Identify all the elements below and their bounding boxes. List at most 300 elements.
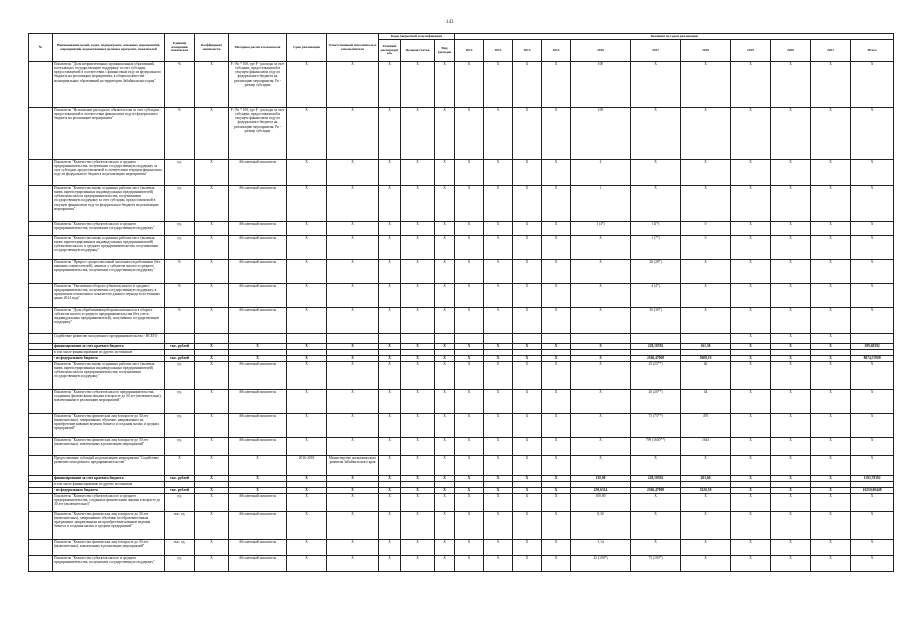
- cell-year-value: Х: [771, 108, 811, 160]
- cell-year-value: Х: [513, 308, 542, 334]
- cell-year-value: 161,50: [681, 344, 731, 350]
- cell-total: Х: [851, 260, 894, 284]
- cell-year-value: Х: [484, 62, 513, 108]
- cell-year-value: Х: [811, 308, 851, 334]
- cell-year-value: Х: [542, 284, 571, 308]
- cell-year-value: Х: [455, 456, 484, 476]
- cell-term: Х: [287, 62, 327, 108]
- cell-year-value: Х: [484, 236, 513, 260]
- cell-year-value: Х: [484, 362, 513, 390]
- cell-kbk-type: Х: [435, 556, 455, 572]
- cell-year-value: Х: [681, 108, 731, 160]
- cell-unit: [165, 334, 195, 344]
- cell-year-value: Х: [513, 512, 542, 540]
- cell-term: Х: [287, 390, 327, 414]
- cell-year-value: Х: [571, 362, 631, 390]
- cell-executor: Х: [327, 494, 379, 512]
- cell-coef: Х: [195, 456, 229, 476]
- cell-year-value: Х: [771, 308, 811, 334]
- cell-year-value: Х: [542, 186, 571, 222]
- cell-method: Абсолютный показатель: [229, 556, 287, 572]
- cell-kbk-type: Х: [435, 308, 455, 334]
- cell-year-value: Х: [513, 540, 542, 556]
- cell-year-value: Х: [513, 476, 542, 482]
- cell-method: F / Fn * 100, где F - расходы за счет субсидии, предоставляемой в текущем финансовом году из федерального бюджета на реализацию мероприятия; Fn - размер субсидии: [229, 62, 287, 108]
- cell-year-value: Х: [455, 160, 484, 186]
- cell-unit: тыс. рублей: [165, 356, 195, 362]
- cell-year-value: Х: [513, 62, 542, 108]
- table-row: [29, 494, 894, 512]
- cell-method: Абсолютный показатель: [229, 186, 287, 222]
- cell-method: [229, 334, 287, 344]
- cell-year-value: Х: [771, 512, 811, 540]
- cell-year-value: Х: [731, 438, 771, 456]
- cell-year-value: Х: [484, 414, 513, 438]
- cell-year-value: Х: [771, 488, 811, 494]
- cell-year-value: Х: [771, 556, 811, 572]
- table-row: [29, 62, 894, 108]
- cell-year-value: Х: [771, 236, 811, 260]
- cell-year-value: Х: [542, 308, 571, 334]
- cell-executor: Х: [327, 344, 379, 350]
- cell-unit: ед.: [165, 556, 195, 572]
- cell-kbk-section: Х: [401, 62, 435, 108]
- cell-no: [29, 160, 53, 186]
- cell-kbk-type: Х: [435, 476, 455, 482]
- cell-year-value: [484, 334, 513, 344]
- cell-name: - из федерального бюджета: [53, 488, 165, 494]
- cell-kbk-admin: Х: [379, 456, 401, 476]
- cell-year-value: Х: [484, 344, 513, 350]
- cell-year-value: Х: [571, 344, 631, 350]
- cell-year-value: Х: [571, 356, 631, 362]
- cell-year-value: Х: [771, 260, 811, 284]
- cell-year-value: Х: [811, 540, 851, 556]
- cell-total: Х: [851, 308, 894, 334]
- cell-name: Показатель "Количество субъектов малого и среднего предпринимательства, получивших государственную поддержку": [53, 222, 165, 236]
- cell-term: Х: [287, 494, 327, 512]
- cell-name: Показатель "Прирост среднесписочной численности работников (без внешних совместителей), занятых у субъектов малого и среднего предпринимательства, получивших государственную поддержку": [53, 260, 165, 284]
- cell-total: Х: [851, 540, 894, 556]
- cell-no: [29, 334, 53, 344]
- table-row: [29, 456, 894, 476]
- cell-year-value: Х: [455, 438, 484, 456]
- cell-year-value: Х: [542, 556, 571, 572]
- cell-year-value: Х: [631, 512, 681, 540]
- header-method: Методика расчета показателя: [229, 34, 287, 62]
- cell-year-value: Х: [811, 356, 851, 362]
- cell-year-value: Х: [631, 494, 681, 512]
- cell-year-value: Х: [811, 108, 851, 160]
- cell-year-value: Х: [731, 260, 771, 284]
- cell-coef: Х: [195, 438, 229, 456]
- cell-year-value: Х: [731, 414, 771, 438]
- cell-year-value: 11(*): [631, 222, 681, 236]
- cell-year-value: 30 (30*): [631, 308, 681, 334]
- cell-year-value: Х: [455, 284, 484, 308]
- cell-coef: Х: [195, 540, 229, 556]
- cell-year-value: Х: [455, 356, 484, 362]
- cell-term: Х: [287, 362, 327, 390]
- cell-year-value: Х: [731, 160, 771, 186]
- cell-year-value: Х: [681, 308, 731, 334]
- cell-coef: Х: [195, 222, 229, 236]
- cell-total: Х: [851, 494, 894, 512]
- cell-year-value: Х: [484, 308, 513, 334]
- cell-unit: %: [165, 108, 195, 160]
- cell-kbk-type: Х: [435, 362, 455, 390]
- cell-name: Показатель "Количество субъектов малого и среднего предпринимательства, получивших государственную поддержку": [53, 556, 165, 572]
- cell-unit: ед.: [165, 414, 195, 438]
- header-term: Срок реализации: [287, 34, 327, 62]
- header-values-group: Значения по годам реализации: [455, 34, 894, 40]
- cell-year-value: Х: [811, 334, 851, 344]
- cell-year-value: Х: [455, 308, 484, 334]
- table-row: [29, 186, 894, 222]
- cell-executor: Х: [327, 556, 379, 572]
- cell-year-value: Х: [455, 362, 484, 390]
- cell-name: Показатель "Количество физических лиц в возрасте до 30 лет (включительно), вовлеченных в реализацию мероприятий": [53, 438, 165, 456]
- cell-year-value: Х: [571, 390, 631, 414]
- cell-coef: Х: [195, 284, 229, 308]
- cell-total: Х: [851, 390, 894, 414]
- cell-year-value: Х: [771, 356, 811, 362]
- table-row: [29, 512, 894, 540]
- cell-unit: тыс. рублей: [165, 344, 195, 350]
- cell-executor: Х: [327, 260, 379, 284]
- cell-year-value: 100,00: [571, 494, 631, 512]
- table-row: [29, 414, 894, 438]
- cell-name: Показатель "Количество субъектов малого и среднего предпринимательства, получивших государственную поддержку за счет субсидии, предоставляемой в соответствии текущем финансовом году из федерального бюджета на реализацию мероприятия": [53, 160, 165, 186]
- cell-year-value: Х: [542, 260, 571, 284]
- cell-year-value: Х: [484, 512, 513, 540]
- cell-year-value: Х: [513, 488, 542, 494]
- cell-year-value: [681, 334, 731, 344]
- cell-no: [29, 222, 53, 236]
- header-name: Наименование целей, задач, подпрограмм, основных мероприятий, мероприятий, ведомственных целевых программ, показателей: [53, 34, 165, 62]
- cell-year-value: Х: [681, 556, 731, 572]
- cell-method: F / Fn * 100, где F - расходы за счет субсидии, предоставляемой в текущем финансовом году из федерального бюджета на реализацию мероприятия; Fn - размер субсидии: [229, 108, 287, 160]
- cell-kbk-section: Х: [401, 556, 435, 572]
- cell-total: Х: [851, 222, 894, 236]
- cell-term: Х: [287, 108, 327, 160]
- cell-year-value: 0: [681, 222, 731, 236]
- cell-total: Х: [851, 512, 894, 540]
- table-row: [29, 334, 894, 344]
- cell-year-value: Х: [571, 414, 631, 438]
- cell-kbk-section: Х: [401, 476, 435, 482]
- cell-kbk-section: Х: [401, 108, 435, 160]
- cell-name: Показатель "Количество физических лиц в возрасте до 30 лет (включительно), завершивших обучение, направленное на приобретение навыков ведения бизнеса и создания малых и средних предприятий": [53, 414, 165, 438]
- cell-term: Х: [287, 186, 327, 222]
- cell-term: Х: [287, 222, 327, 236]
- cell-method: Х: [229, 344, 287, 350]
- cell-year-value: Х: [542, 488, 571, 494]
- cell-name: Показатель "Количество физических лиц в возрасте до 30 лет (включительно), вовлеченных в реализацию мероприятий": [53, 540, 165, 556]
- cell-year-value: Х: [455, 344, 484, 350]
- cell-kbk-admin: Х: [379, 540, 401, 556]
- cell-year-value: Х: [455, 414, 484, 438]
- cell-kbk-type: Х: [435, 108, 455, 160]
- cell-year-value: Х: [681, 494, 731, 512]
- header-no: №: [29, 34, 53, 62]
- cell-no: [29, 512, 53, 540]
- cell-year-value: Х: [513, 390, 542, 414]
- cell-kbk-section: Х: [401, 414, 435, 438]
- cell-kbk-section: Х: [401, 186, 435, 222]
- cell-coef: Х: [195, 236, 229, 260]
- cell-kbk-section: Х: [401, 308, 435, 334]
- cell-unit: ед.: [165, 438, 195, 456]
- cell-year-value: Х: [484, 222, 513, 236]
- cell-kbk-admin: Х: [379, 512, 401, 540]
- cell-year-value: Х: [631, 540, 681, 556]
- cell-year-value: Х: [771, 456, 811, 476]
- cell-no: [29, 540, 53, 556]
- table-row: [29, 260, 894, 284]
- cell-coef: Х: [195, 308, 229, 334]
- cell-executor: [327, 334, 379, 344]
- cell-method: Абсолютный показатель: [229, 284, 287, 308]
- cell-year-value: Х: [542, 512, 571, 540]
- cell-year-value: Х: [731, 334, 771, 344]
- cell-kbk-type: Х: [435, 236, 455, 260]
- cell-year-value: Х: [484, 260, 513, 284]
- cell-year-value: 470: [681, 414, 731, 438]
- cell-executor: Х: [327, 540, 379, 556]
- cell-year-value: Х: [681, 160, 731, 186]
- cell-coef: Х: [195, 488, 229, 494]
- cell-total: Х: [851, 186, 894, 222]
- cell-year-value: Х: [731, 494, 771, 512]
- cell-year-value: Х: [513, 108, 542, 160]
- cell-unit: %: [165, 260, 195, 284]
- cell-year-value: Х: [811, 488, 851, 494]
- cell-kbk-section: Х: [401, 356, 435, 362]
- cell-no: [29, 390, 53, 414]
- cell-name: Показатель "Количество субъектов малого и среднего предпринимательства, созданных физическими лицами в возрасте до 30 лет (включительно)": [53, 494, 165, 512]
- cell-year-value: Х: [571, 308, 631, 334]
- cell-year-value: Х: [731, 222, 771, 236]
- cell-kbk-type: Х: [435, 390, 455, 414]
- cell-year-value: Х: [455, 260, 484, 284]
- cell-coef: [195, 334, 229, 344]
- cell-total: Х: [851, 236, 894, 260]
- cell-year-value: Х: [731, 284, 771, 308]
- cell-executor: Х: [327, 476, 379, 482]
- cell-total: [851, 334, 894, 344]
- cell-coef: Х: [195, 186, 229, 222]
- cell-year-value: Х: [811, 236, 851, 260]
- cell-total: 1193,78392: [851, 476, 894, 482]
- cell-year-value: Х: [681, 512, 731, 540]
- cell-year-value: 228,18392: [631, 344, 681, 350]
- cell-year-value: Х: [681, 62, 731, 108]
- cell-no: [29, 456, 53, 476]
- cell-year-value: Х: [542, 414, 571, 438]
- cell-kbk-type: Х: [435, 344, 455, 350]
- cell-year-value: Х: [484, 494, 513, 512]
- cell-year-value: Х: [484, 284, 513, 308]
- cell-kbk-type: Х: [435, 260, 455, 284]
- table-row: [29, 438, 894, 456]
- cell-year-value: Х: [811, 160, 851, 186]
- cell-unit: тыс. ед.: [165, 512, 195, 540]
- cell-method: Абсолютный показатель: [229, 438, 287, 456]
- cell-total: Х: [851, 62, 894, 108]
- cell-term: Х: [287, 236, 327, 260]
- cell-kbk-admin: Х: [379, 476, 401, 482]
- header-year: 2021: [811, 40, 851, 62]
- header-year: 2016: [571, 40, 631, 62]
- table-row: [29, 108, 894, 160]
- cell-year-value: 1643: [681, 438, 731, 456]
- cell-year-value: Х: [811, 556, 851, 572]
- header-year: 2018: [681, 40, 731, 62]
- cell-name: - из федерального бюджета: [53, 356, 165, 362]
- cell-year-value: [542, 334, 571, 344]
- cell-year-value: Х: [513, 284, 542, 308]
- cell-kbk-admin: [379, 334, 401, 344]
- cell-total: 10250,00448: [851, 488, 894, 494]
- cell-year-value: Х: [571, 260, 631, 284]
- cell-kbk-admin: Х: [379, 260, 401, 284]
- cell-year-value: Х: [681, 540, 731, 556]
- cell-year-value: Х: [811, 62, 851, 108]
- cell-method: Абсолютный показатель: [229, 260, 287, 284]
- cell-year-value: 100: [571, 62, 631, 108]
- cell-year-value: Х: [731, 108, 771, 160]
- cell-year-value: Х: [731, 186, 771, 222]
- cell-coef: Х: [195, 108, 229, 160]
- cell-year-value: Х: [455, 476, 484, 482]
- cell-coef: Х: [195, 476, 229, 482]
- cell-year-value: Х: [631, 108, 681, 160]
- cell-year-value: Х: [631, 456, 681, 476]
- cell-kbk-admin: Х: [379, 414, 401, 438]
- cell-year-value: Х: [513, 160, 542, 186]
- cell-year-value: Х: [731, 488, 771, 494]
- cell-kbk-type: Х: [435, 186, 455, 222]
- header-year: 2020: [771, 40, 811, 62]
- cell-method: Абсолютный показатель: [229, 512, 287, 540]
- cell-name: Показатель "Исполнение расходного обязательства за счет субсидии, предоставляемой в соответствии финансовом году из федерального бюджета на реализацию мероприятия": [53, 108, 165, 160]
- cell-year-value: Х: [811, 284, 851, 308]
- cell-year-value: Х: [681, 186, 731, 222]
- cell-year-value: 5608,10: [681, 356, 731, 362]
- cell-kbk-admin: Х: [379, 356, 401, 362]
- cell-year-value: Х: [731, 390, 771, 414]
- cell-term: Х: [287, 556, 327, 572]
- cell-year-value: Х: [731, 236, 771, 260]
- cell-year-value: 1: [571, 186, 631, 222]
- header-year: 2019: [731, 40, 771, 62]
- header-kbk-group: Коды бюджетной классификации: [379, 34, 455, 40]
- cell-kbk-type: Х: [435, 284, 455, 308]
- header-year: 2013: [484, 40, 513, 62]
- page-number: 143: [446, 20, 454, 25]
- cell-year-value: Х: [484, 540, 513, 556]
- header-year: 2014: [513, 40, 542, 62]
- cell-coef: Х: [195, 260, 229, 284]
- cell-year-value: Х: [771, 160, 811, 186]
- cell-year-value: Х: [731, 512, 771, 540]
- header-kbk-type: Вид расходов: [435, 40, 455, 62]
- cell-year-value: Х: [513, 236, 542, 260]
- cell-kbk-admin: Х: [379, 160, 401, 186]
- cell-year-value: Х: [484, 488, 513, 494]
- cell-name: Показатель "Количество субъектов малого предпринимательства, созданных физическими лицами в возрасте до 30 лет (включительно), вовлеченными в реализацию мероприятий": [53, 390, 165, 414]
- cell-kbk-admin: Х: [379, 236, 401, 260]
- cell-year-value: Х: [771, 438, 811, 456]
- cell-executor: Х: [327, 438, 379, 456]
- cell-name: Показатель "Количество вновь созданных рабочих мест (включая вновь зарегистрированных индивидуальных предпринимателей) субъектами малого предпринимательства, получившими государственную поддержку": [53, 362, 165, 390]
- cell-year-value: Х: [542, 438, 571, 456]
- header-executor: Ответственный исполнитель и соисполнители: [327, 34, 379, 62]
- cell-year-value: Х: [731, 362, 771, 390]
- cell-year-value: 1 (7*): [631, 236, 681, 260]
- cell-executor: Х: [327, 356, 379, 362]
- cell-year-value: Х: [542, 344, 571, 350]
- cell-kbk-section: Х: [401, 260, 435, 284]
- cell-kbk-type: Х: [435, 540, 455, 556]
- cell-year-value: Х: [542, 222, 571, 236]
- cell-term: Х: [287, 308, 327, 334]
- cell-year-value: Х: [513, 222, 542, 236]
- cell-total: Х: [851, 556, 894, 572]
- cell-kbk-admin: Х: [379, 308, 401, 334]
- cell-kbk-admin: Х: [379, 494, 401, 512]
- cell-year-value: Х: [455, 556, 484, 572]
- cell-year-value: Х: [484, 186, 513, 222]
- cell-unit: ед.: [165, 186, 195, 222]
- cell-year-value: Х: [811, 390, 851, 414]
- table-row: [29, 362, 894, 390]
- cell-year-value: Х: [542, 456, 571, 476]
- cell-method: Х: [229, 456, 287, 476]
- cell-coef: Х: [195, 160, 229, 186]
- cell-year-value: Х: [513, 362, 542, 390]
- cell-year-value: Х: [771, 344, 811, 350]
- cell-no: [29, 438, 53, 456]
- cell-total: Х: [851, 108, 894, 160]
- cell-executor: Министерство экономического развития Забайкальского края: [327, 456, 379, 476]
- cell-executor: Х: [327, 108, 379, 160]
- table-row: [29, 222, 894, 236]
- cell-year-value: Х: [455, 222, 484, 236]
- cell-year-value: Х: [542, 476, 571, 482]
- cell-method: Абсолютный показатель: [229, 540, 287, 556]
- cell-name: финансирование за счет краевого бюджета: [53, 476, 165, 482]
- cell-kbk-type: Х: [435, 488, 455, 494]
- cell-year-value: Х: [681, 456, 731, 476]
- cell-year-value: Х: [811, 222, 851, 236]
- cell-kbk-type: Х: [435, 160, 455, 186]
- cell-term: Х: [287, 414, 327, 438]
- cell-year-value: Х: [513, 356, 542, 362]
- cell-year-value: 4: [571, 160, 631, 186]
- cell-executor: Х: [327, 284, 379, 308]
- cell-method: Абсолютный показатель: [229, 236, 287, 260]
- cell-total: Х: [851, 456, 894, 476]
- cell-year-value: Х: [681, 260, 731, 284]
- cell-year-value: Х: [484, 438, 513, 456]
- cell-kbk-type: Х: [435, 222, 455, 236]
- cell-year-value: [571, 334, 631, 344]
- cell-year-value: [513, 334, 542, 344]
- cell-year-value: Х: [811, 260, 851, 284]
- cell-year-value: Х: [571, 236, 631, 260]
